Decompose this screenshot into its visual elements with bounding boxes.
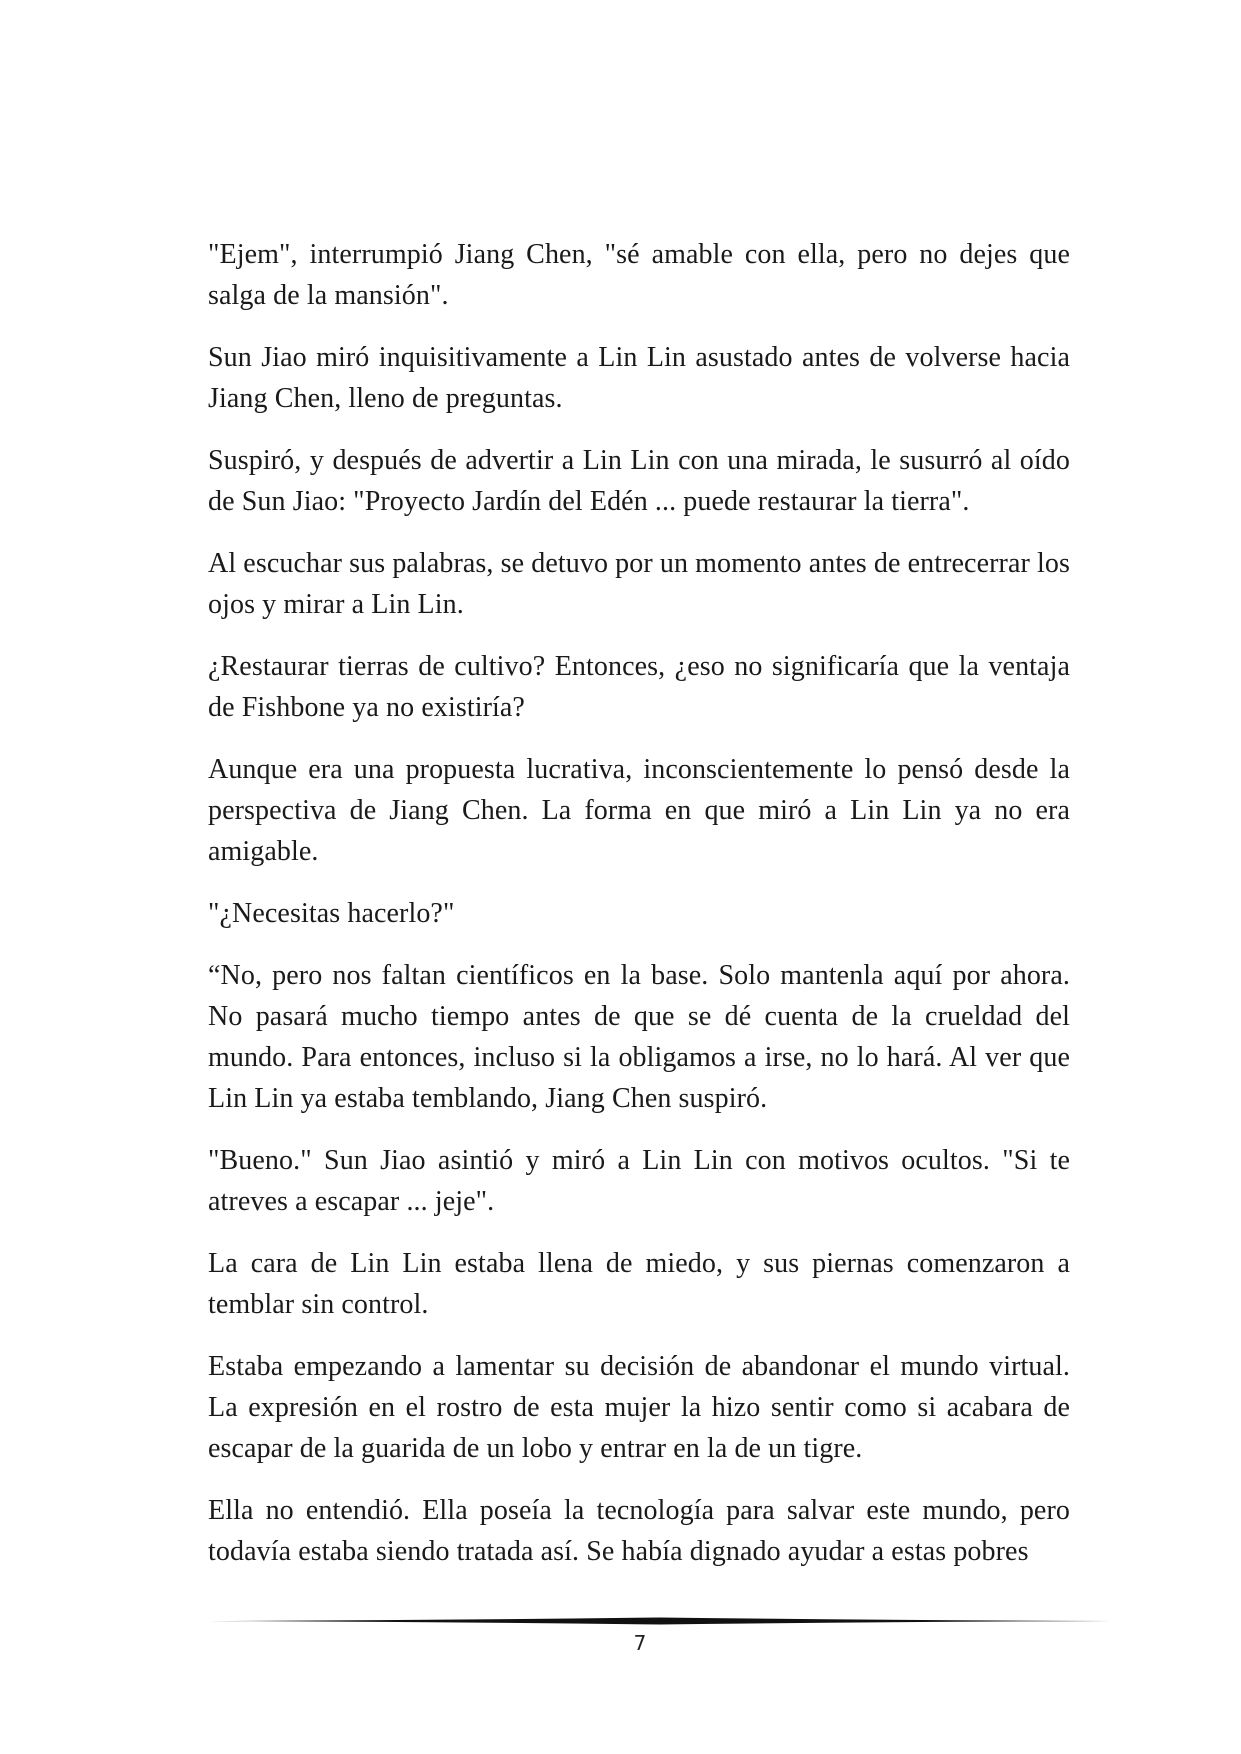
paragraph-9: "Bueno." Sun Jiao asintió y miró a Lin Lin con motivos ocultos. "Si te atreves a escapar ... jeje". bbox=[208, 1145, 1070, 1217]
paragraph-4: Al escuchar sus palabras, se detuvo por un momento antes de entrecerrar los ojos y mirar a Lin Lin. bbox=[208, 548, 1070, 620]
paragraph-10: La cara de Lin Lin estaba llena de miedo, y sus piernas comenzaron a temblar sin control. bbox=[208, 1248, 1070, 1320]
paragraph-5: ¿Restaurar tierras de cultivo? Entonces, ¿eso no significaría que la ventaja de Fishbone ya no existiría? bbox=[208, 651, 1070, 723]
paragraph-8: “No, pero nos faltan científicos en la base. Solo mantenla aquí por ahora. No pasará mucho tiempo antes de que se dé cuenta de la crueldad del mundo. Para entonces, incluso si la obligamos a irse, no lo hará. Al ver que Lin Lin ya estaba temblando, Jiang Chen suspiró. bbox=[208, 960, 1070, 1114]
paragraph-1: "Ejem", interrumpió Jiang Chen, "sé amable con ella, pero no dejes que salga de la mansión". bbox=[208, 239, 1070, 311]
paragraph-12: Ella no entendió. Ella poseía la tecnología para salvar este mundo, pero todavía estaba siendo tratada así. Se había dignado ayudar a estas pobres bbox=[208, 1495, 1070, 1567]
paragraph-3: Suspiró, y después de advertir a Lin Lin con una mirada, le susurró al oído de Sun Jiao: "Proyecto Jardín del Edén ... puede restaurar la tierra". bbox=[208, 445, 1070, 517]
page-number: 7 bbox=[633, 1631, 647, 1655]
paragraph-2: Sun Jiao miró inquisitivamente a Lin Lin asustado antes de volverse hacia Jiang Chen, lleno de preguntas. bbox=[208, 342, 1070, 414]
paragraph-11: Estaba empezando a lamentar su decisión de abandonar el mundo virtual. La expresión en el rostro de esta mujer la hizo sentir como si acabara de escapar de la guarida de un lobo y entrar en la de un tigre. bbox=[208, 1351, 1070, 1464]
paragraph-6: Aunque era una propuesta lucrativa, inconscientemente lo pensó desde la perspectiva de Jiang Chen. La forma en que miró a Lin Lin ya no era amigable. bbox=[208, 754, 1070, 867]
paragraph-7: "¿Necesitas hacerlo?" bbox=[208, 898, 455, 929]
footer-divider bbox=[208, 1617, 1112, 1625]
body-text bbox=[208, 234, 1070, 1593]
